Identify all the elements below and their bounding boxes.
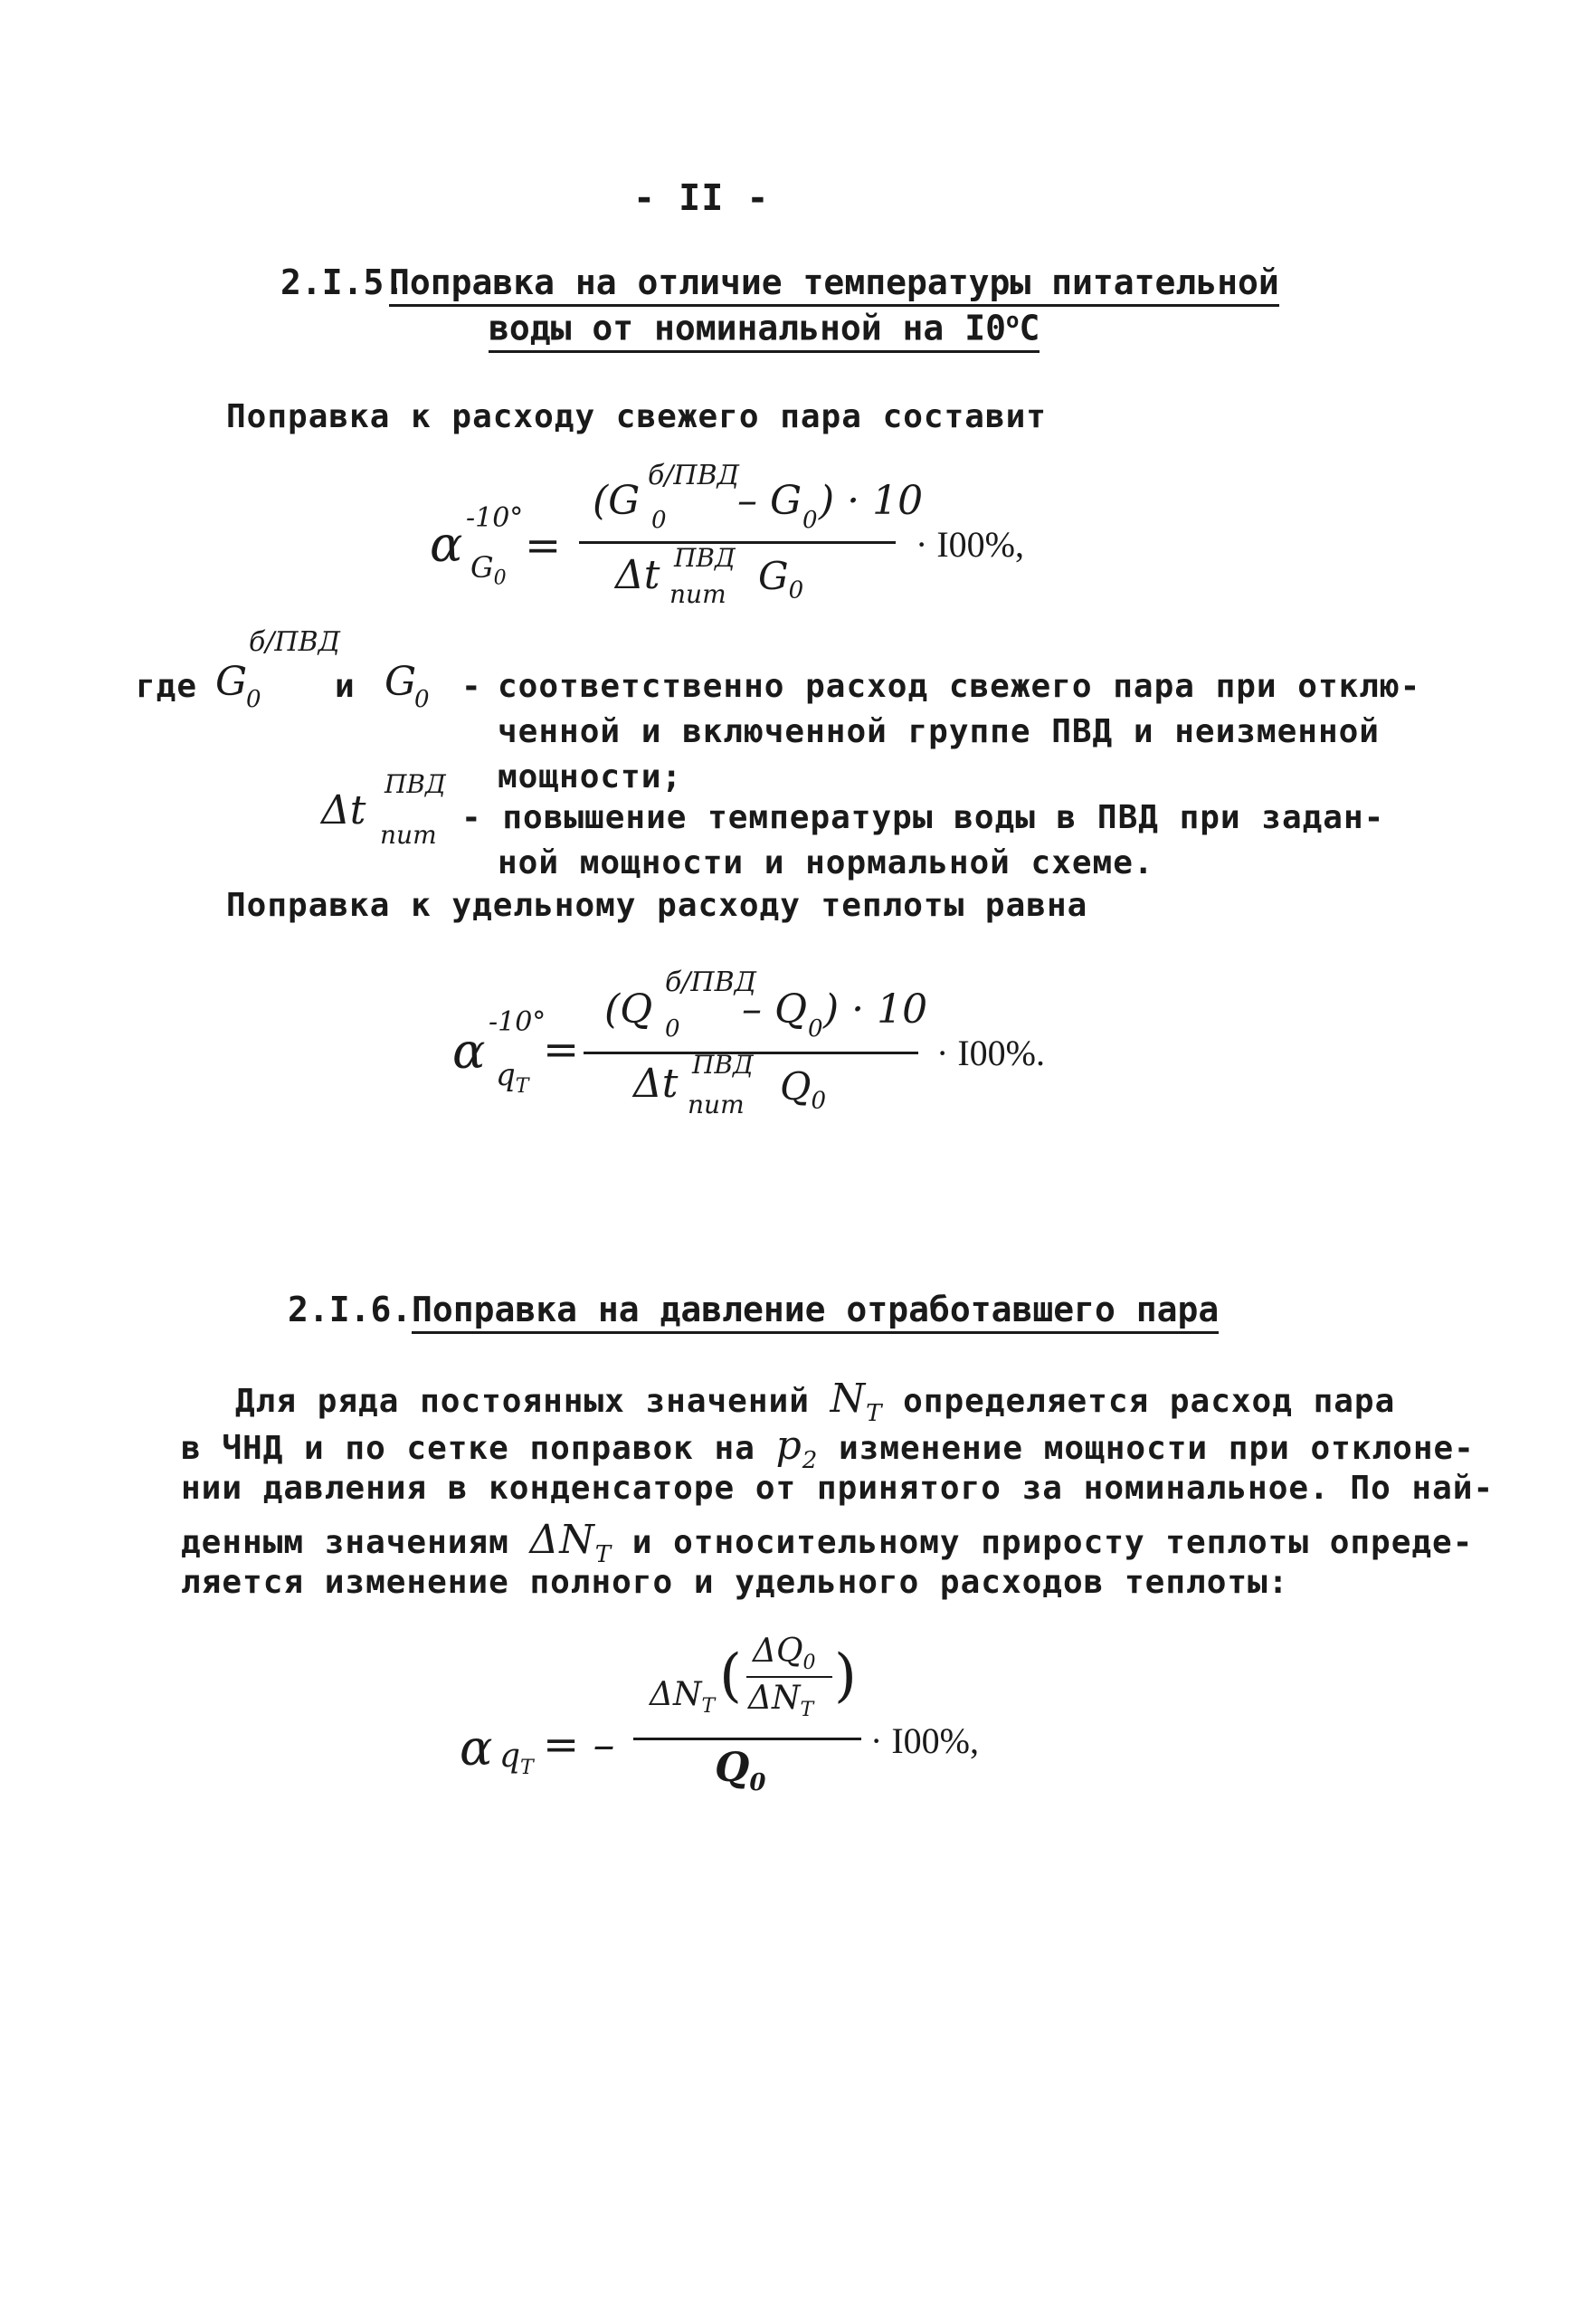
where-sym2-sub: 0	[414, 686, 430, 713]
formula2-num-close: ) · 10	[823, 986, 928, 1033]
alpha-symbol: α	[460, 1719, 493, 1776]
formula1-den-delta: Δt	[615, 552, 660, 598]
formula3-open-paren: (	[719, 1643, 742, 1710]
section-216-title: Поправка на давление отработавшего пара	[412, 1290, 1219, 1334]
formula1-num-sub2: 0	[802, 507, 818, 534]
symbol-N: $N_T$	[830, 1376, 883, 1427]
formula2-tail: · I00%.	[936, 1033, 1045, 1073]
formula3-lhs-sub: $q_T$	[499, 1738, 534, 1780]
formula1-lhs-sub: $G_0$	[470, 550, 507, 590]
formula1-den-sub: пит	[669, 579, 726, 609]
formula1-num-sub: 0	[651, 507, 667, 534]
formula1-fraction-bar	[579, 541, 896, 544]
where-and: и	[335, 668, 356, 705]
formula2-num-sup: б/ПВД	[665, 967, 757, 998]
para-line1: Для ряда постоянных значений $N_T$ определяется расход пара	[235, 1376, 1396, 1427]
formula2-den-sub: пит	[688, 1090, 745, 1119]
symbol-p2: $p_2$	[775, 1423, 819, 1474]
formula3-tail: · I00%,	[870, 1720, 979, 1761]
formula2-den-delta: Δt	[633, 1061, 679, 1107]
formula2-num-open: (Q	[604, 986, 653, 1033]
where-sym1-sup: б/ПВД	[249, 626, 341, 658]
alpha-symbol: α	[452, 1023, 486, 1080]
formula1-eq: =	[525, 520, 562, 571]
alpha-symbol: α	[430, 516, 463, 573]
where-sym1: G	[215, 659, 248, 705]
where-sym3-sub: пит	[380, 820, 437, 850]
where-dash: -	[461, 668, 482, 705]
formula3-num-dN: $\Delta N_T$	[650, 1676, 716, 1719]
para-line3: нии давления в конденсаторе от принятого за номинальное. По най-	[181, 1470, 1495, 1507]
formula1-tail: · I00%,	[916, 524, 1024, 565]
formula2-eq: =	[543, 1024, 580, 1075]
section-215-number: 2.I.5.	[280, 262, 405, 302]
formula3-close-paren: )	[834, 1643, 857, 1710]
symbol-deltaN: $\Delta N_T$	[529, 1517, 612, 1568]
where-sym3-sup: ПВД	[385, 769, 446, 799]
intro-steam-text: Поправка к расходу свежего пара составит	[226, 398, 1047, 435]
where-desc2-line1: - повышение температуры воды в ПВД при задан-	[461, 799, 1385, 836]
where-sym2: G	[385, 659, 417, 705]
formula1-num-open: (G	[593, 478, 641, 524]
formula3-fraction-bar	[633, 1738, 861, 1740]
formula3-inner-den: $\Delta N_T$	[748, 1680, 814, 1722]
formula1-num-close: ) · 10	[819, 478, 924, 524]
where-sym3: Δt	[321, 787, 366, 833]
formula1-num-minus: – G	[737, 478, 802, 524]
section-215-title-line1: Поправка на отличие температуры питательной	[389, 262, 1279, 307]
formula3-eq: = –	[543, 1719, 615, 1770]
section-216-number: 2.I.6.	[288, 1290, 413, 1329]
formula2-lhs-sub: $q_T$	[496, 1057, 529, 1098]
where-desc1-line3: мощности;	[498, 758, 683, 795]
formula3-inner-bar	[746, 1676, 832, 1678]
formula1-lhs-sup: -10°	[466, 502, 524, 534]
formula2-num-minus: – Q	[742, 986, 808, 1033]
para-line4: денным значениям $\Delta N_T$ и относительному приросту теплоты опреде-	[181, 1517, 1474, 1568]
where-desc2-line2: ной мощности и нормальной схеме.	[498, 844, 1154, 881]
formula1-den-sup: ПВД	[674, 543, 736, 573]
section-215-title-line2: воды от номинальной на I0$^o$C	[489, 308, 1040, 353]
formula2-lhs-sup: -10°	[489, 1006, 546, 1038]
intro-heat-text: Поправка к удельному расходу теплоты равна	[226, 887, 1088, 924]
where-desc1-line1: соответственно расход свежего пара при отклю-	[498, 668, 1421, 705]
where-label: где	[136, 668, 198, 705]
formula1-num-sup: б/ПВД	[648, 460, 740, 491]
formula2-num-sub: 0	[665, 1015, 680, 1043]
formula2-num-sub2: 0	[808, 1015, 823, 1043]
para-line5: ляется изменение полного и удельного расходов теплоты:	[181, 1564, 1289, 1601]
para-line2: в ЧНД и по сетке поправок на $p_2$ изменение мощности при отклоне-	[181, 1423, 1475, 1474]
where-desc1-line2: ченной и включенной группе ПВД и неизменной	[498, 713, 1380, 750]
formula2-den-Q: $Q_0$	[780, 1064, 826, 1115]
formula2-den-sup: ПВД	[692, 1050, 754, 1080]
formula3-den-Q: $Q_0$	[715, 1745, 766, 1796]
where-sym1-sub: 0	[246, 686, 261, 713]
formula1-den-G: $G_0$	[758, 554, 804, 605]
page-number: - II -	[633, 177, 770, 219]
formula3-inner-num: $\Delta Q_0$	[753, 1633, 816, 1675]
